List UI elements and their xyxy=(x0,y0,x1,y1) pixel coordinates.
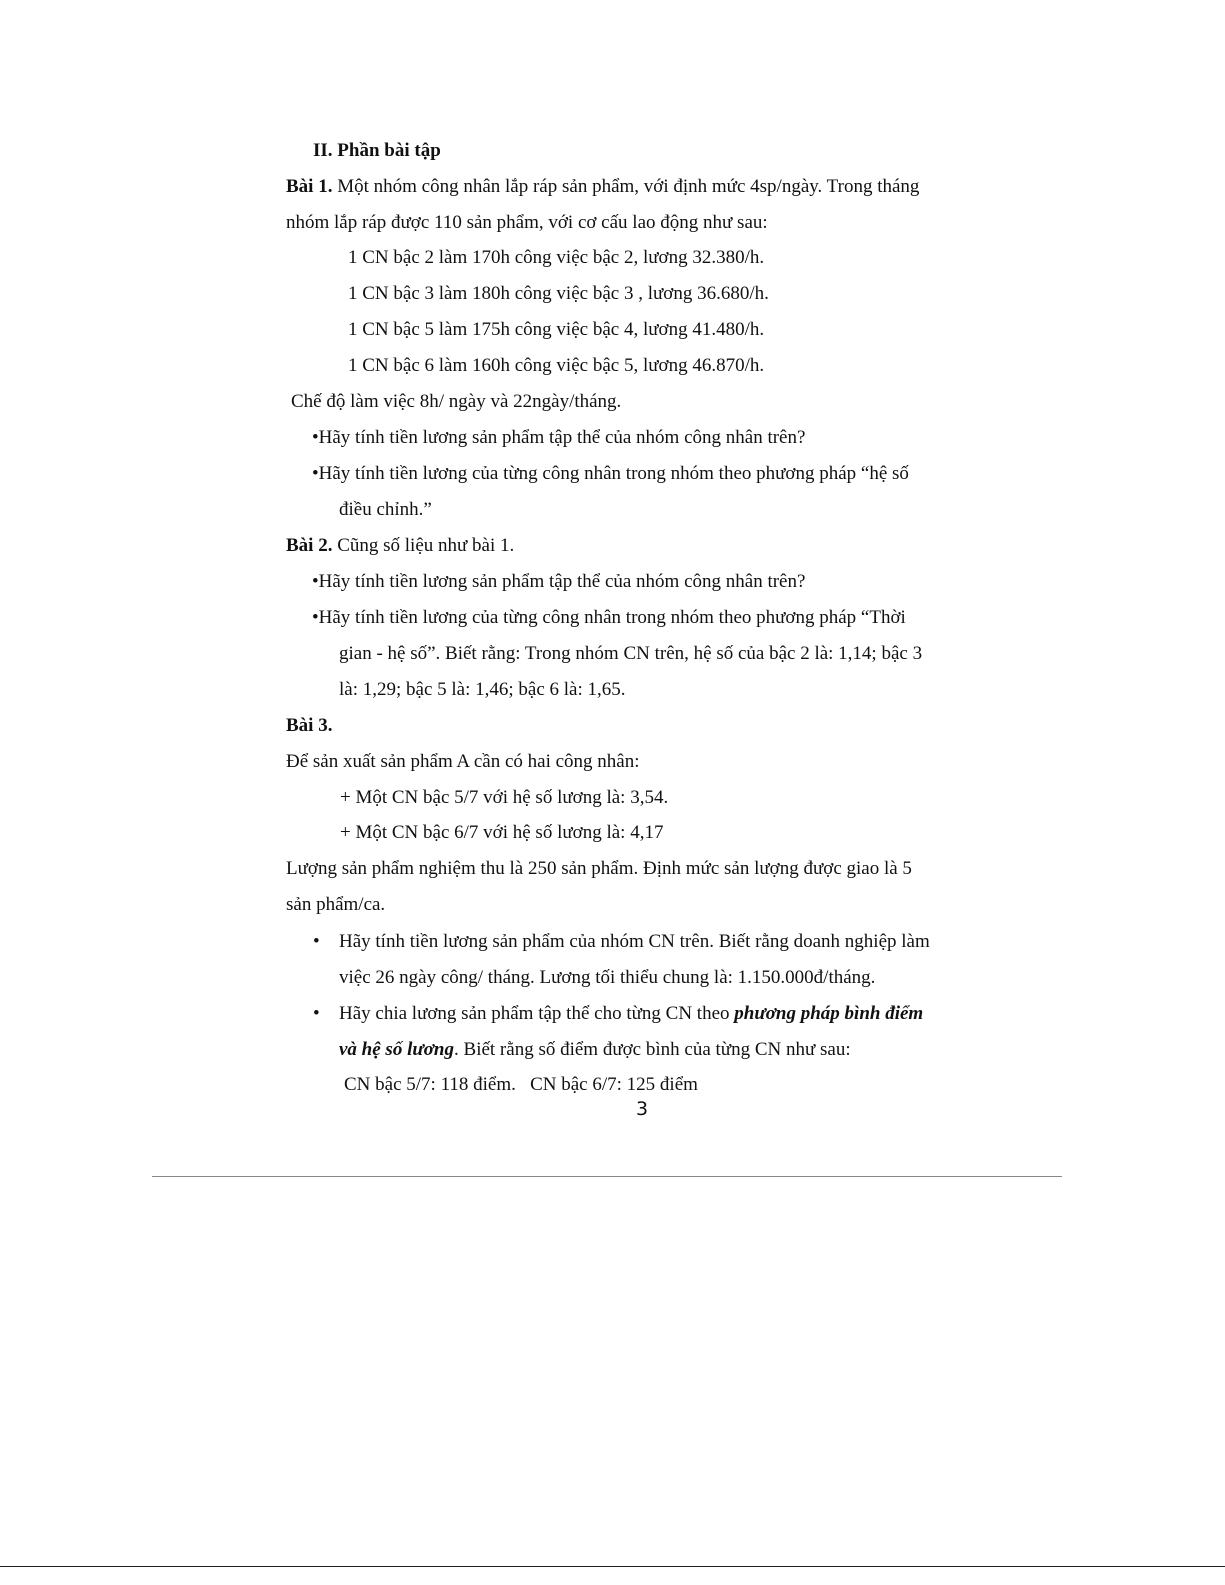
bai3-q2-text-a: Hãy chia lương sản phẩm tập thể cho từng CN theo xyxy=(339,1003,735,1024)
bai1-worker-1: 1 CN bậc 2 làm 170h công việc bậc 2, lương 32.380/h. xyxy=(348,247,765,268)
bai1-label: Bài 1. xyxy=(286,176,333,197)
bai1-intro-line1 xyxy=(286,175,993,199)
bai3-output-line1: Lượng sản phẩm nghiệm thu là 250 sản phẩm. Định mức sản lượng được giao là 5 xyxy=(286,858,912,879)
bai1-schedule: Chế độ làm việc 8h/ ngày và 22ngày/tháng. xyxy=(291,391,622,412)
section-heading: II. Phần bài tập xyxy=(313,140,441,161)
bai1-question-2-line1: •Hãy tính tiền lương của từng công nhân trong nhóm theo phương pháp “hệ số xyxy=(312,463,909,484)
bai1-question-1: •Hãy tính tiền lương sản phẩm tập thể của nhóm công nhân trên? xyxy=(312,427,806,448)
bai3-question-1-line2: việc 26 ngày công/ tháng. Lương tối thiểu chung là: 1.150.000đ/tháng. xyxy=(339,967,876,988)
bai3-q2-method-a: phương pháp bình điểm xyxy=(734,1003,924,1024)
bai1-worker-3: 1 CN bậc 5 làm 175h công việc bậc 4, lương 41.480/h. xyxy=(348,319,765,340)
bai1-worker-2: 1 CN bậc 3 làm 180h công việc bậc 3 , lương 36.680/h. xyxy=(348,283,769,304)
bai3-q1-bullet: • xyxy=(313,931,320,952)
bai3-q2-text-b: . Biết rằng số điểm được bình của từng CN như sau: xyxy=(454,1039,851,1060)
bai3-question-1-line1: Hãy tính tiền lương sản phẩm của nhóm CN trên. Biết rằng doanh nghiệp làm xyxy=(339,931,930,952)
bai2-intro: Cũng số liệu như bài 1. xyxy=(332,535,515,556)
bai3-label: Bài 3. xyxy=(286,715,333,736)
bottom-border xyxy=(0,1566,1225,1567)
bai3-scores: CN bậc 5/7: 118 điểm. CN bậc 6/7: 125 điểm xyxy=(344,1074,698,1095)
bai3-worker-2: + Một CN bậc 6/7 với hệ số lương là: 4,17 xyxy=(340,822,664,843)
bai3-output-line2: sản phẩm/ca. xyxy=(286,894,386,915)
page-divider xyxy=(152,1176,1062,1177)
bai1-intro-1: Một nhóm công nhân lắp ráp sản phẩm, với định mức 4sp/ngày. Trong tháng xyxy=(332,176,920,197)
bai3-q2-bullet: • xyxy=(313,1003,320,1024)
bai2-intro-line xyxy=(286,534,514,558)
page-number: 3 xyxy=(636,1098,649,1120)
bai1-question-2-line2: điều chỉnh.” xyxy=(339,499,432,520)
bai3-worker-1: + Một CN bậc 5/7 với hệ số lương là: 3,54. xyxy=(340,787,669,808)
bai2-question-2-line3: là: 1,29; bậc 5 là: 1,46; bậc 6 là: 1,65. xyxy=(339,679,626,700)
bai3-question-2-line2 xyxy=(339,1038,851,1062)
bai3-q2-method-b: và hệ số lương xyxy=(339,1039,455,1060)
bai2-label: Bài 2. xyxy=(286,535,333,556)
bai3-intro: Để sản xuất sản phẩm A cần có hai công nhân: xyxy=(286,751,640,772)
bai3-question-2-line1 xyxy=(339,1002,923,1026)
bai2-question-2-line1: •Hãy tính tiền lương của từng công nhân trong nhóm theo phương pháp “Thời xyxy=(312,607,906,628)
bai1-intro-line2: nhóm lắp ráp được 110 sản phẩm, với cơ cấu lao động như sau: xyxy=(286,212,768,233)
bai2-question-1: •Hãy tính tiền lương sản phẩm tập thể của nhóm công nhân trên? xyxy=(312,571,806,592)
bai1-worker-4: 1 CN bậc 6 làm 160h công việc bậc 5, lương 46.870/h. xyxy=(348,355,765,376)
bai2-question-2-line2: gian - hệ số”. Biết rằng: Trong nhóm CN trên, hệ số của bậc 2 là: 1,14; bậc 3 xyxy=(339,643,923,664)
